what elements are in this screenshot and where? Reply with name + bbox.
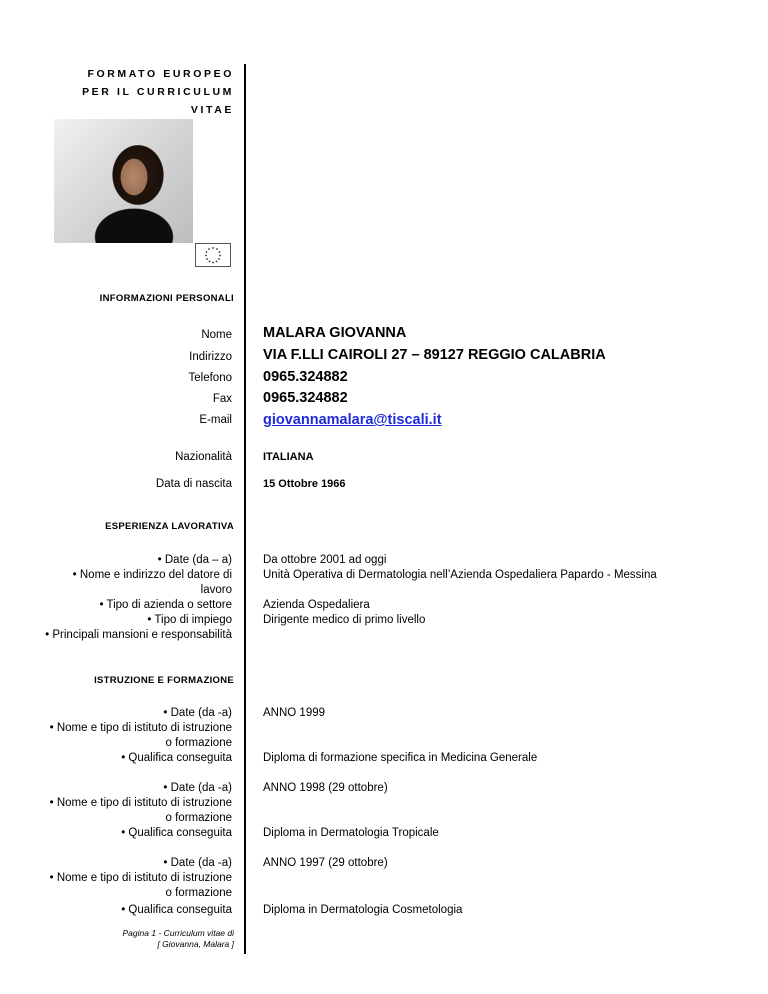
section-title-personal: INFORMAZIONI PERSONALI bbox=[99, 293, 234, 304]
cv-title-line1: FORMATO EUROPEO bbox=[87, 68, 234, 80]
edu-label-school-cont: o formazione bbox=[165, 812, 232, 824]
label-email: E-mail bbox=[199, 414, 232, 426]
label-address: Indirizzo bbox=[189, 351, 232, 363]
edu-value-dates: ANNO 1997 (29 ottobre) bbox=[263, 857, 388, 869]
value-name: MALARA GIOVANNA bbox=[263, 325, 407, 341]
footer-line1: Pagina 1 - Curriculum vitae di bbox=[122, 928, 234, 938]
work-value-dates: Da ottobre 2001 ad oggi bbox=[263, 554, 387, 566]
edu-label-qualification: • Qualifica conseguita bbox=[121, 827, 232, 839]
value-birth-date: 15 Ottobre 1966 bbox=[263, 478, 346, 490]
edu-label-school: • Nome e tipo di istituto di istruzione bbox=[49, 797, 232, 809]
edu-value-dates: ANNO 1998 (29 ottobre) bbox=[263, 782, 388, 794]
footer-line2: [ Giovanna, Malara ] bbox=[157, 939, 234, 949]
label-fax: Fax bbox=[212, 393, 232, 405]
cv-title-line3: VITAE bbox=[190, 104, 234, 116]
eu-flag-icon bbox=[195, 243, 231, 267]
value-nationality: ITALIANA bbox=[263, 451, 314, 463]
work-label-employer: • Nome e indirizzo del datore di bbox=[72, 569, 232, 581]
edu-label-qualification: • Qualifica conseguita bbox=[121, 904, 232, 916]
label-nationality: Nazionalità bbox=[175, 451, 232, 463]
edu-label-school-cont: o formazione bbox=[165, 887, 232, 899]
work-label-employer-cont: lavoro bbox=[200, 584, 232, 596]
value-fax: 0965.324882 bbox=[263, 390, 348, 406]
value-address: VIA F.LLI CAIROLI 27 – 89127 REGGIO CALABRIA bbox=[263, 347, 606, 363]
edu-label-school: • Nome e tipo di istituto di istruzione bbox=[49, 722, 232, 734]
edu-label-qualification: • Qualifica conseguita bbox=[121, 752, 232, 764]
label-phone: Telefono bbox=[188, 372, 232, 384]
edu-label-dates: • Date (da -a) bbox=[163, 857, 232, 869]
work-label-dates: • Date (da – a) bbox=[157, 554, 232, 566]
cv-title-line2: PER IL CURRICULUM bbox=[82, 86, 234, 98]
edu-value-qualification: Diploma in Dermatologia Cosmetologia bbox=[263, 904, 463, 916]
edu-value-qualification: Diploma di formazione specifica in Medicina Generale bbox=[263, 752, 538, 764]
work-label-duties: • Principali mansioni e responsabilità bbox=[45, 629, 232, 641]
edu-label-dates: • Date (da -a) bbox=[163, 782, 232, 794]
profile-photo bbox=[54, 119, 193, 243]
value-phone: 0965.324882 bbox=[263, 369, 348, 385]
work-value-sector: Azienda Ospedaliera bbox=[263, 599, 370, 611]
section-title-work: ESPERIENZA LAVORATIVA bbox=[105, 521, 234, 532]
edu-value-qualification: Diploma in Dermatologia Tropicale bbox=[263, 827, 439, 839]
edu-label-school-cont: o formazione bbox=[165, 737, 232, 749]
work-value-employer: Unità Operativa di Dermatologia nell’Azienda Ospedaliera Papardo - Messina bbox=[263, 569, 657, 581]
section-title-education: ISTRUZIONE E FORMAZIONE bbox=[94, 675, 234, 686]
label-name: Nome bbox=[201, 329, 232, 341]
column-divider bbox=[244, 64, 246, 954]
label-birth-date: Data di nascita bbox=[155, 478, 232, 490]
edu-label-school: • Nome e tipo di istituto di istruzione bbox=[49, 872, 232, 884]
work-label-sector: • Tipo di azienda o settore bbox=[99, 599, 232, 611]
edu-value-dates: ANNO 1999 bbox=[263, 707, 326, 719]
email-link[interactable]: giovannamalara@tiscali.it bbox=[263, 412, 442, 428]
edu-label-dates: • Date (da -a) bbox=[163, 707, 232, 719]
work-value-role: Dirigente medico di primo livello bbox=[263, 614, 426, 626]
page-footer bbox=[123, 928, 235, 950]
work-label-role: • Tipo di impiego bbox=[147, 614, 232, 626]
